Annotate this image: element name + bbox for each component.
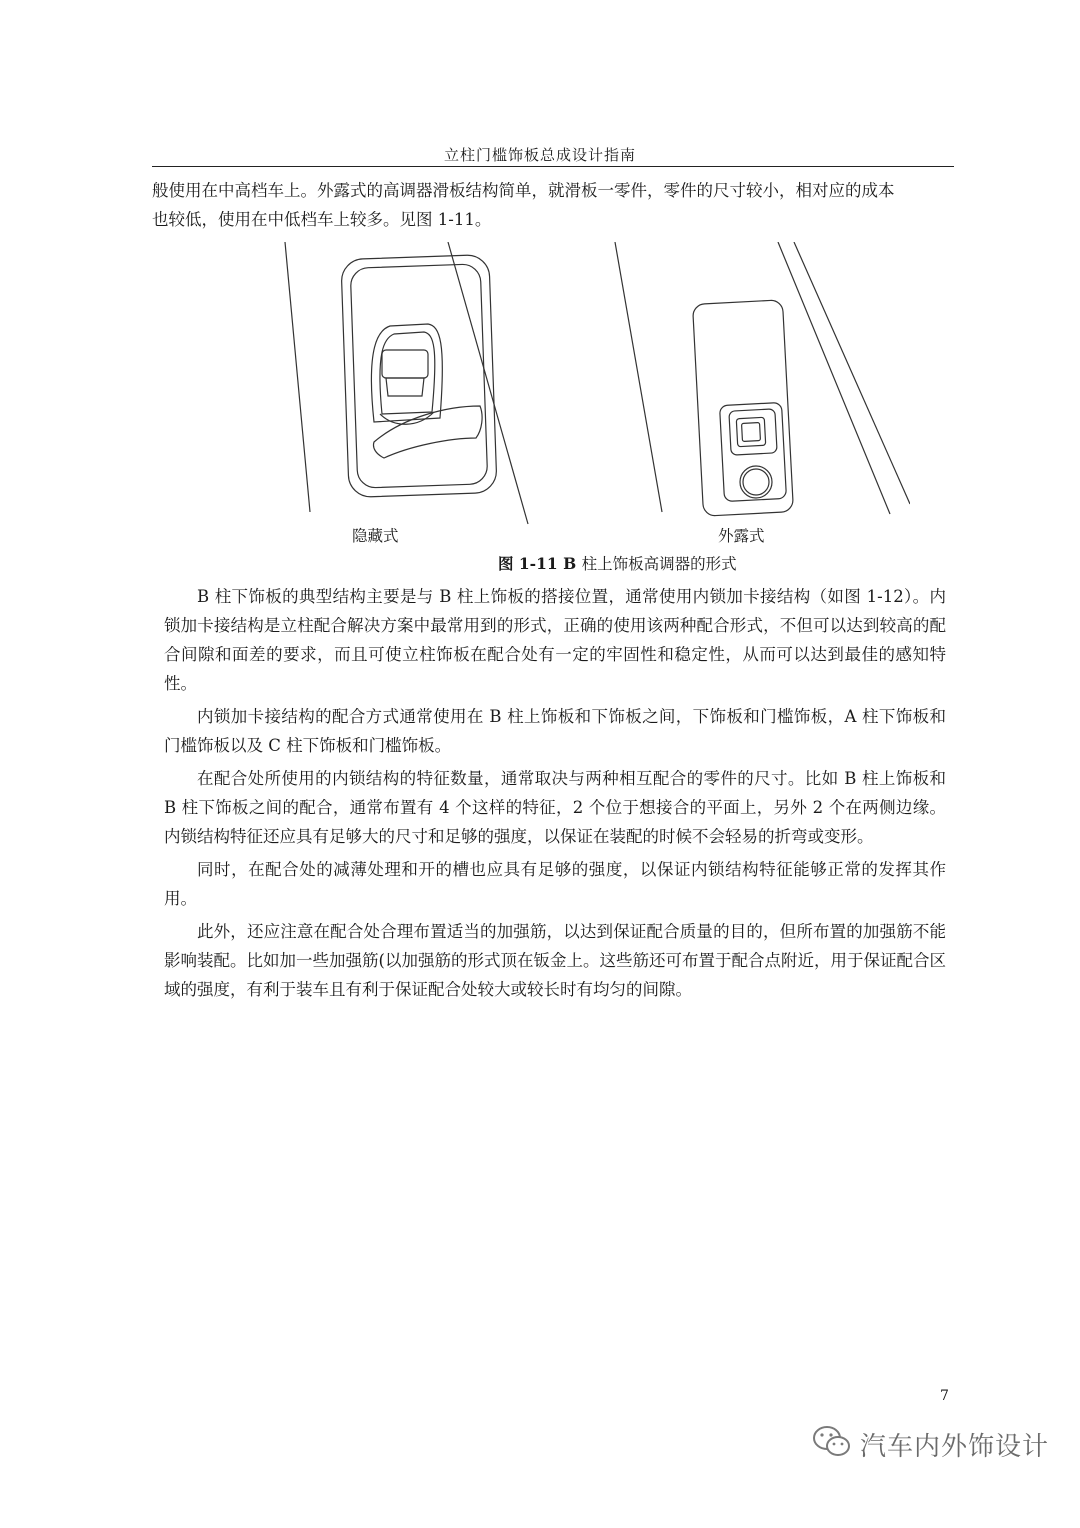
paragraph-1: B 柱下饰板的典型结构主要是与 B 柱上饰板的搭接位置，通常使用内锁加卡接结构（如图 1-12）。内锁加卡接结构是立柱配合解决方案中最常用到的形式，正确的使用该两种配合形式，不但可以达到较高的配合间隙和面差的要求，而且可使立柱饰板在配合处有一定的牢固性和稳定性，从而可以达到最佳的感知特性。 <box>164 587 946 693</box>
exposed-type-label: 外露式 <box>718 527 765 545</box>
figure-1-11 <box>270 242 910 542</box>
figure-caption <box>498 552 737 574</box>
header-divider <box>152 166 954 167</box>
watermark-text: 汽车内外饰设计 <box>860 1431 1050 1462</box>
intro-line-1: 般使用在中高档车上。外露式的高调器滑板结构简单，就滑板一零件，零件的尺寸较小，相对应的成本 <box>152 181 895 200</box>
intro-line-2: 也较低，使用在中低档车上较多。见图 1-11。 <box>152 210 492 229</box>
paragraph-4: 同时，在配合处的减薄处理和开的槽也应具有足够的强度，以保证内锁结构特征能够正常的发挥其作用。 <box>164 860 946 908</box>
paragraph-2: 内锁加卡接结构的配合方式通常使用在 B 柱上饰板和下饰板之间，下饰板和门槛饰板，A 柱下饰板和门槛饰板以及 C 柱下饰板和门槛饰板。 <box>164 707 946 755</box>
exposed-type-drawing <box>615 242 910 516</box>
adjuster-drawing <box>270 242 910 542</box>
page-number: 7 <box>940 1388 949 1404</box>
paragraph-3: 在配合处所使用的内锁结构的特征数量，通常取决与两种相互配合的零件的尺寸。比如 B 柱上饰板和 B 柱下饰板之间的配合，通常布置有 4 个这样的特征，2 个位于想接合的平面上，另外 2 个在两侧边缘。内锁结构特征还应具有足够大的尺寸和足够的强度，以保证在装配的时候不会轻易的折弯或变形。 <box>164 769 946 846</box>
figure-caption-text: 柱上饰板高调器的形式 <box>581 555 737 573</box>
wechat-icon <box>812 1424 852 1464</box>
intro-text <box>152 176 952 234</box>
paragraph-5: 此外，还应注意在配合处合理布置适当的加强筋，以达到保证配合质量的目的，但所布置的加强筋不能影响装配。比如加一些加强筋(以加强筋的形式顶在钣金上。这些筋还可布置于配合点附近，用于保证配合区域的强度，有利于装车且有利于保证配合处较大或较长时有均匀的间隙。 <box>164 922 946 999</box>
watermark <box>812 1420 1049 1468</box>
body-text <box>164 582 946 1004</box>
page-header-title: 立柱门槛饰板总成设计指南 <box>443 146 636 164</box>
hidden-type-drawing <box>285 242 528 524</box>
hidden-type-label: 隐藏式 <box>352 527 399 545</box>
figure-caption-number: 图 1-11 B <box>498 554 582 573</box>
